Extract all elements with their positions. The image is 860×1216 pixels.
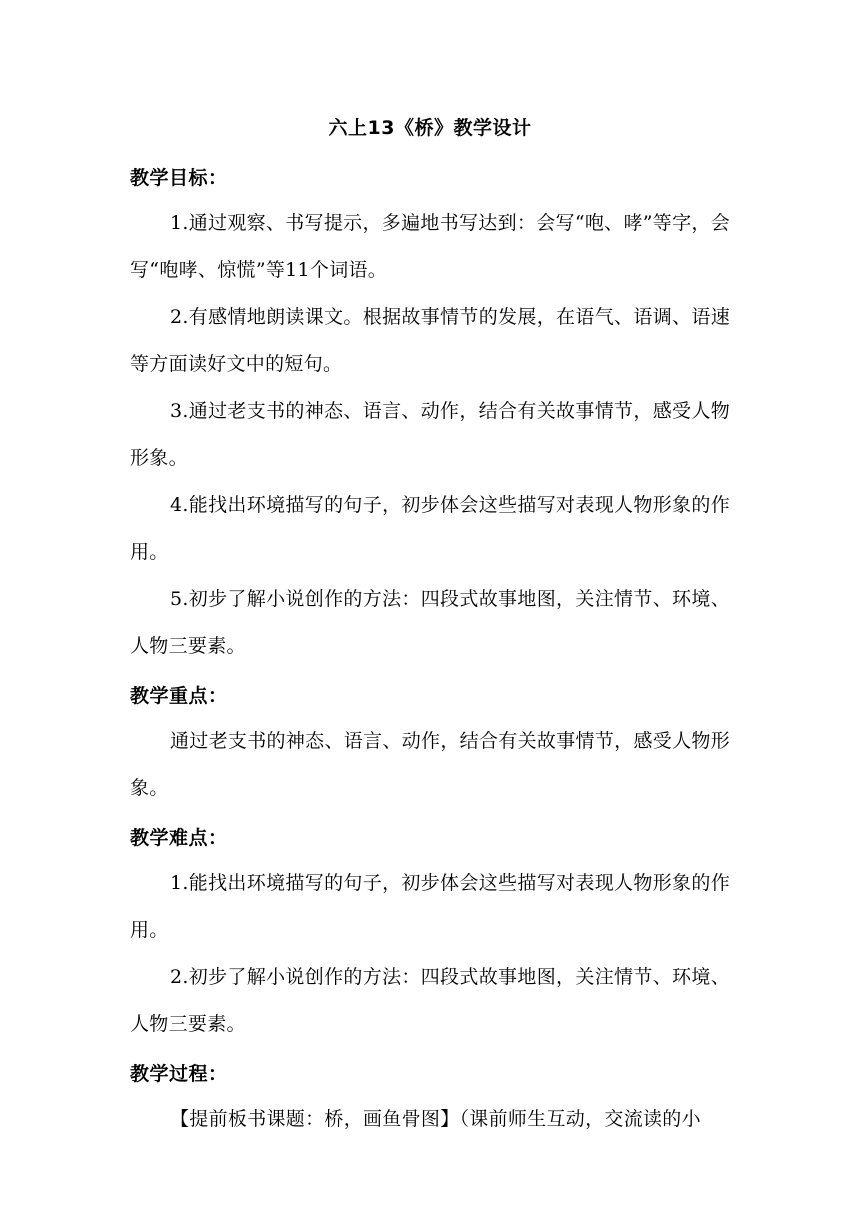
objective-item-5: 5.初步了解小说创作的方法：四段式故事地图，关注情节、环境、人物三要素。: [130, 588, 730, 657]
document-page: [130, 110, 730, 1143]
section-heading-key-points: 教学重点：: [130, 685, 228, 707]
section-heading-process: 教学过程：: [130, 1063, 228, 1085]
objective-item-4: 4.能找出环境描写的句子，初步体会这些描写对表现人物形象的作用。: [130, 494, 730, 563]
section-heading-difficulties: 教学难点：: [130, 827, 228, 849]
difficulty-item-2: 2.初步了解小说创作的方法：四段式故事地图，关注情节、环境、人物三要素。: [130, 966, 730, 1035]
process-item-1: 【提前板书课题：桥，画鱼骨图】（课前师生互动，交流读的小: [170, 1108, 701, 1130]
difficulty-item-1: 1.能找出环境描写的句子，初步体会这些描写对表现人物形象的作用。: [130, 872, 730, 941]
section-heading-objectives: 教学目标：: [130, 167, 228, 189]
objective-item-1: 1.通过观察、书写提示，多遍地书写达到：会写“咆、哮”等字，会写“咆哮、惊慌”等11个词语。: [130, 212, 730, 281]
objective-item-2: 2.有感情地朗读课文。根据故事情节的发展，在语气、语调、语速等方面读好文中的短句。: [130, 306, 730, 375]
objective-item-3: 3.通过老支书的神态、语言、动作，结合有关故事情节，感受人物形象。: [130, 400, 730, 469]
key-point-item-1: 通过老支书的神态、语言、动作，结合有关故事情节，感受人物形象。: [130, 730, 730, 799]
document-title: 六上13《桥》教学设计: [328, 117, 532, 139]
